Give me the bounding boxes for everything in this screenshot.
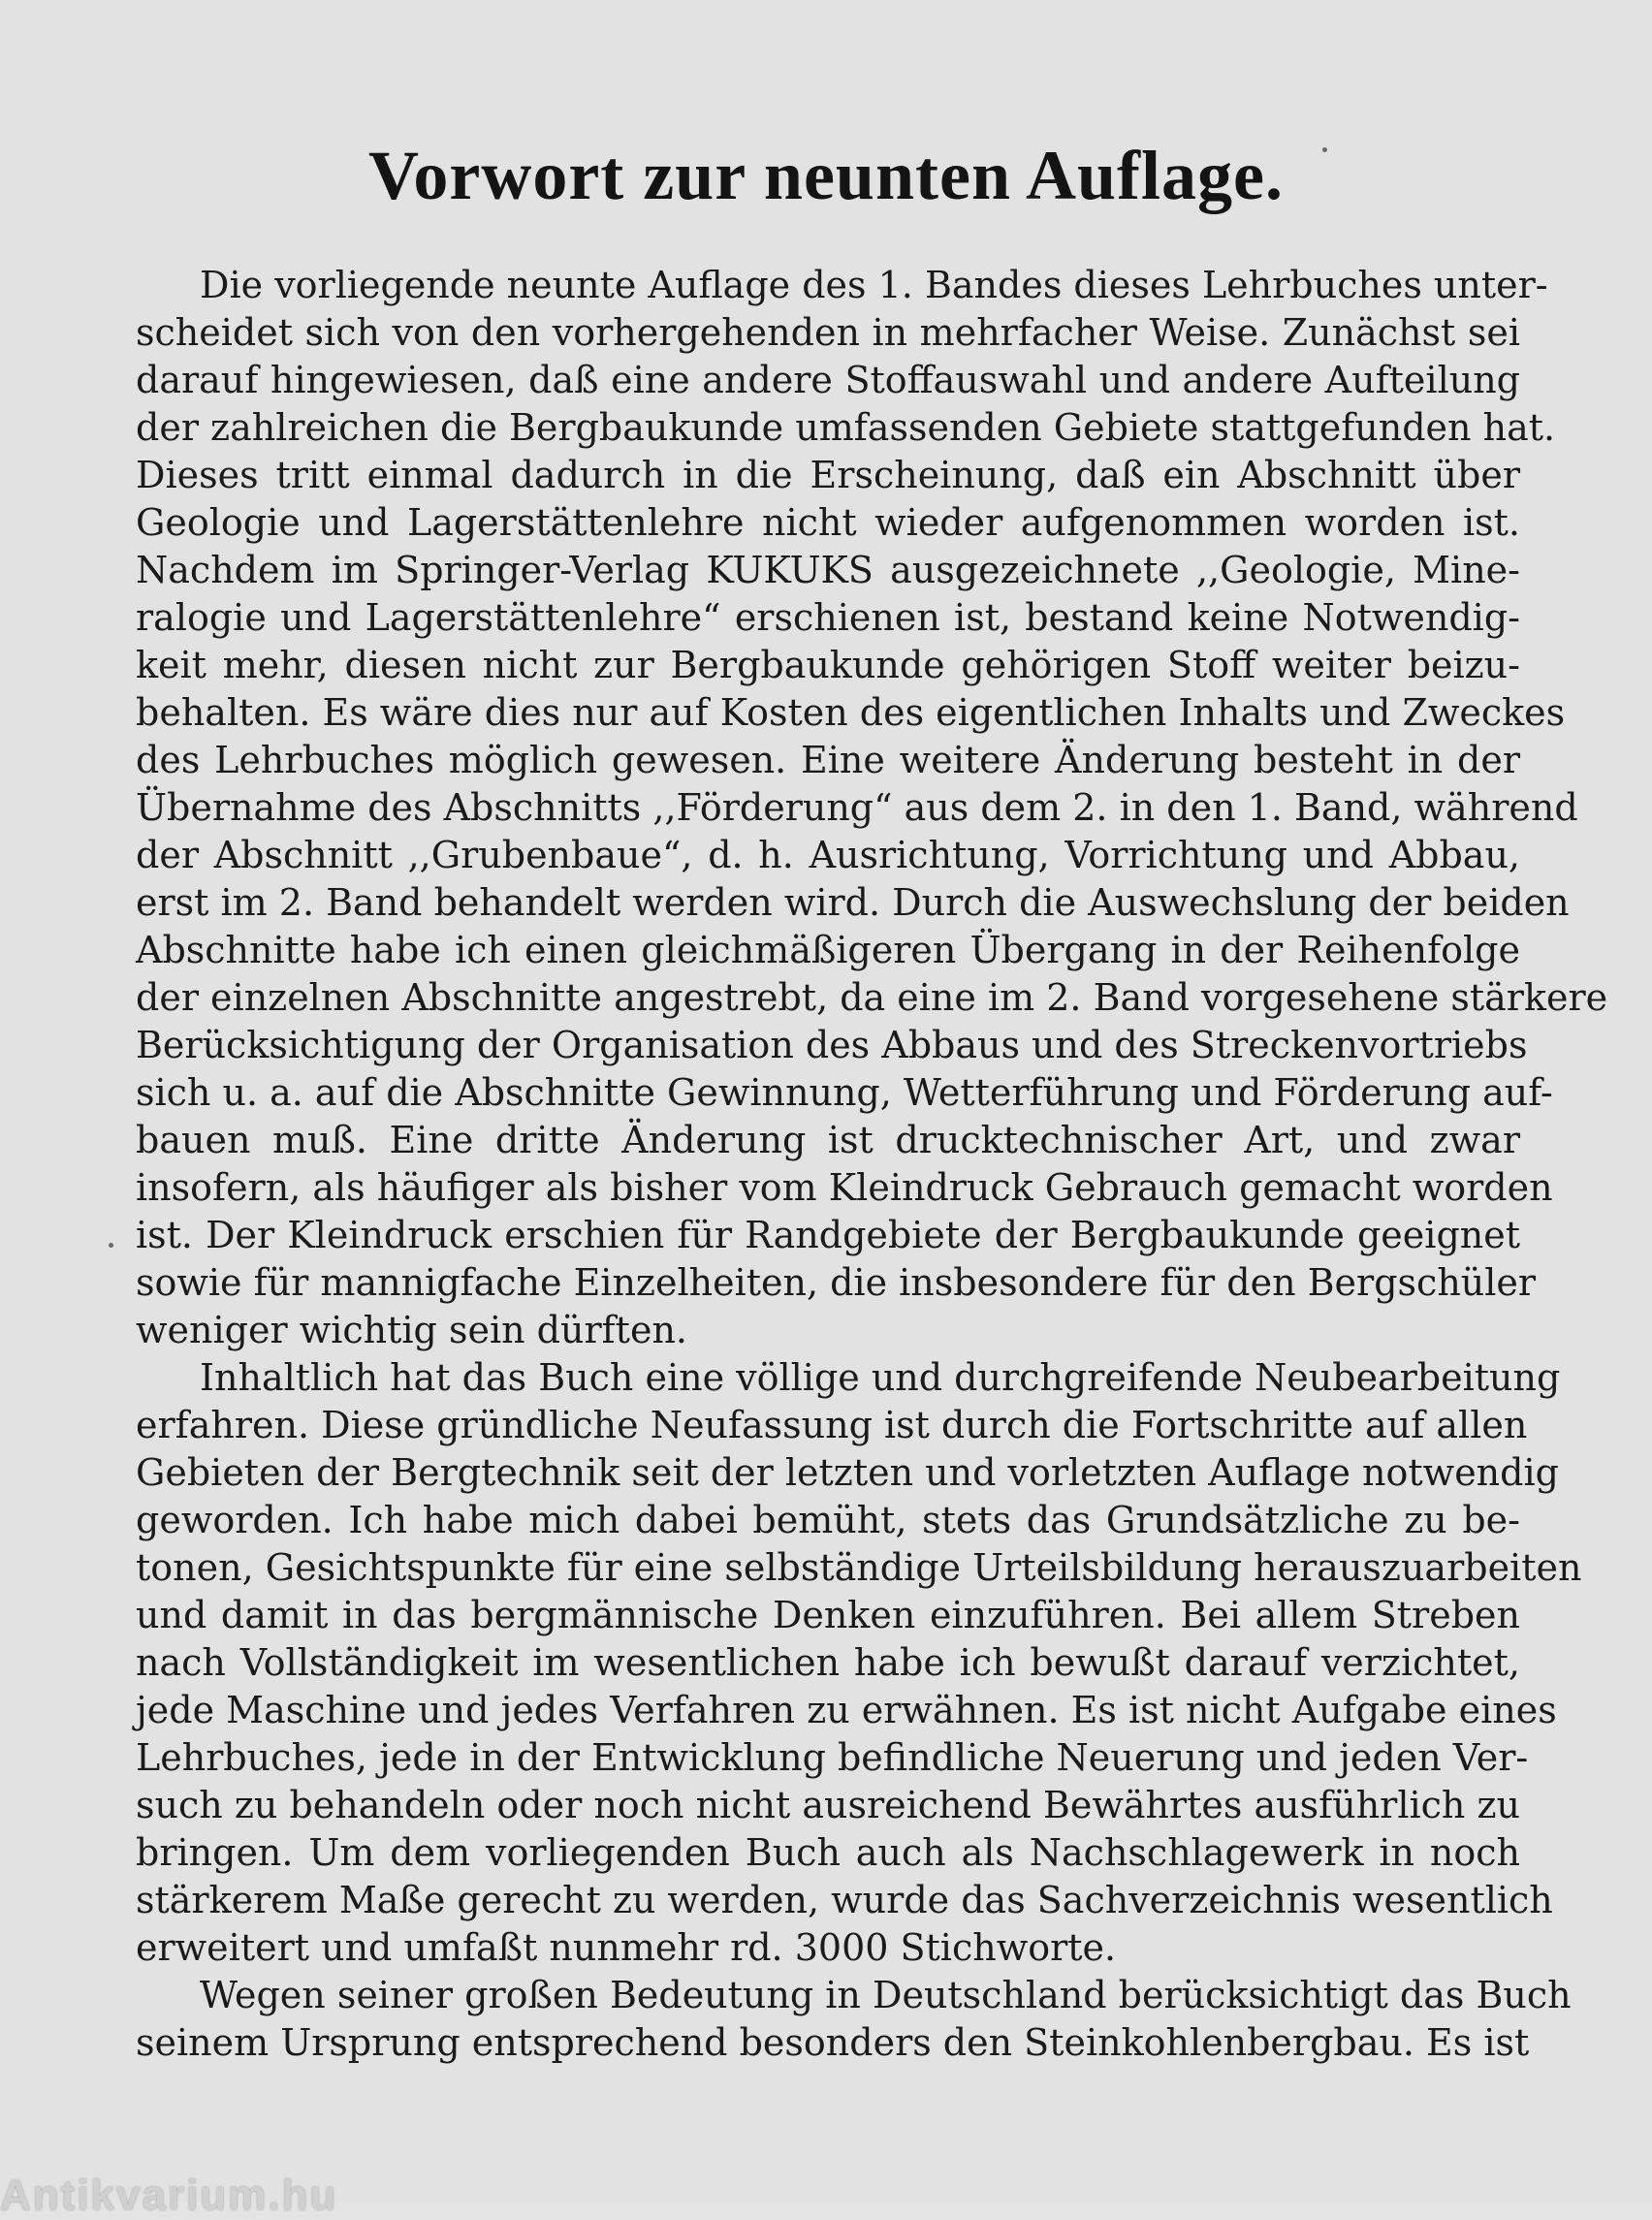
- text-line: such zu behandeln oder noch nicht ausreichend Bewährtes ausführlich zu: [136, 1784, 1520, 1826]
- text-line: erst im 2. Band behandelt werden wird. Durch die Auswechslung der beiden: [136, 881, 1570, 924]
- text-line: ralogie und Lagerstättenlehre“ erschienen ist, bestand keine Notwendig-: [136, 596, 1520, 639]
- text-line: bauen muß. Eine dritte Änderung ist drucktechnischer Art, und zwar: [136, 1119, 1520, 1161]
- text-line: Lehrbuches, jede in der Entwicklung befindliche Neuerung und jeden Ver-: [136, 1736, 1529, 1779]
- text-line: insofern, als häufiger als bisher vom Kleindruck Gebrauch gemacht worden: [136, 1166, 1553, 1209]
- preface-body: [136, 262, 1608, 2067]
- text-line: sowie für mannigfache Einzelheiten, die insbesondere für den Bergschüler: [136, 1261, 1537, 1304]
- text-line: tonen, Gesichtspunkte für eine selbständige Urteilsbildung herauszuarbeiten: [136, 1546, 1582, 1589]
- text-line: sich u. a. auf die Abschnitte Gewinnung, Wetterführung und Förderung auf-: [136, 1071, 1553, 1114]
- text-line: nach Vollständigkeit im wesentlichen habe ich bewußt darauf verzichtet,: [136, 1641, 1520, 1684]
- text-line: Abschnitte habe ich einen gleichmäßigeren Übergang in der Reihenfolge: [136, 929, 1520, 971]
- text-line: weniger wichtig sein dürften.: [136, 1309, 687, 1351]
- watermark: Antikvarium.hu: [0, 2172, 338, 2219]
- text-line: keit mehr, diesen nicht zur Bergbaukunde gehörigen Stoff weiter beizu-: [136, 644, 1520, 686]
- text-line: Inhaltlich hat das Buch eine völlige und durchgreifende Neubearbeitung: [200, 1356, 1561, 1399]
- text-line: bringen. Um dem vorliegenden Buch auch als Nachschlagewerk in noch: [136, 1831, 1520, 1874]
- text-line: der Abschnitt ,,Grubenbaue“, d. h. Ausrichtung, Vorrichtung und Abbau,: [136, 834, 1520, 876]
- text-line: jede Maschine und jedes Verfahren zu erwähnen. Es ist nicht Aufgabe eines: [136, 1689, 1557, 1731]
- page-title: Vorwort zur neunten Auflage.: [368, 137, 1284, 214]
- text-line: Geologie und Lagerstättenlehre nicht wieder aufgenommen worden ist.: [136, 501, 1520, 544]
- text-line: Berücksichtigung der Organisation des Abbaus und des Streckenvortriebs: [136, 1024, 1528, 1066]
- text-line: behalten. Es wäre dies nur auf Kosten des eigentlichen Inhalts und Zweckes: [136, 691, 1566, 734]
- text-line: Nachdem im Springer-Verlag KUKUKS ausgezeichnete ,,Geologie, Mine-: [136, 549, 1520, 591]
- text-line: Wegen seiner großen Bedeutung in Deutschland berücksichtigt das Buch: [200, 1974, 1572, 2016]
- text-line: erweitert und umfaßt nunmehr rd. 3000 Stichworte.: [136, 1926, 1117, 1969]
- text-line: darauf hingewiesen, daß eine andere Stoffauswahl und andere Aufteilung: [136, 359, 1520, 401]
- dust-speck: [109, 1243, 113, 1248]
- text-line: seinem Ursprung entsprechend besonders den Steinkohlenbergbau. Es ist: [136, 2021, 1530, 2064]
- text-line: erfahren. Diese gründliche Neufassung ist durch die Fortschritte auf allen: [136, 1404, 1528, 1446]
- text-line: der einzelnen Abschnitte angestrebt, da eine im 2. Band vorgesehene stärkere: [136, 976, 1608, 1019]
- text-line: und damit in das bergmännische Denken einzuführen. Bei allem Streben: [136, 1594, 1520, 1636]
- text-line: scheidet sich von den vorhergehenden in mehrfacher Weise. Zunächst sei: [136, 311, 1520, 354]
- text-line: geworden. Ich habe mich dabei bemüht, stets das Grundsätzliche zu be-: [136, 1499, 1520, 1541]
- text-line: des Lehrbuches möglich gewesen. Eine weitere Änderung besteht in der: [136, 739, 1520, 781]
- dust-speck: [1322, 147, 1327, 152]
- text-line: Dieses tritt einmal dadurch in die Erscheinung, daß ein Abschnitt über: [136, 454, 1520, 496]
- text-line: Gebieten der Bergtechnik seit der letzten und vorletzten Auflage notwendig: [136, 1451, 1559, 1494]
- text-line: Die vorliegende neunte Auflage des 1. Bandes dieses Lehrbuches unter-: [200, 264, 1548, 306]
- text-line: stärkerem Maße gerecht zu werden, wurde das Sachverzeichnis wesentlich: [136, 1879, 1553, 1921]
- text-line: ist. Der Kleindruck erschien für Randgebiete der Bergbaukunde geeignet: [136, 1214, 1520, 1256]
- text-line: der zahlreichen die Bergbaukunde umfassenden Gebiete stattgefunden hat.: [136, 406, 1556, 449]
- text-line: Übernahme des Abschnitts ,,Förderung“ aus dem 2. in den 1. Band, während: [136, 786, 1578, 829]
